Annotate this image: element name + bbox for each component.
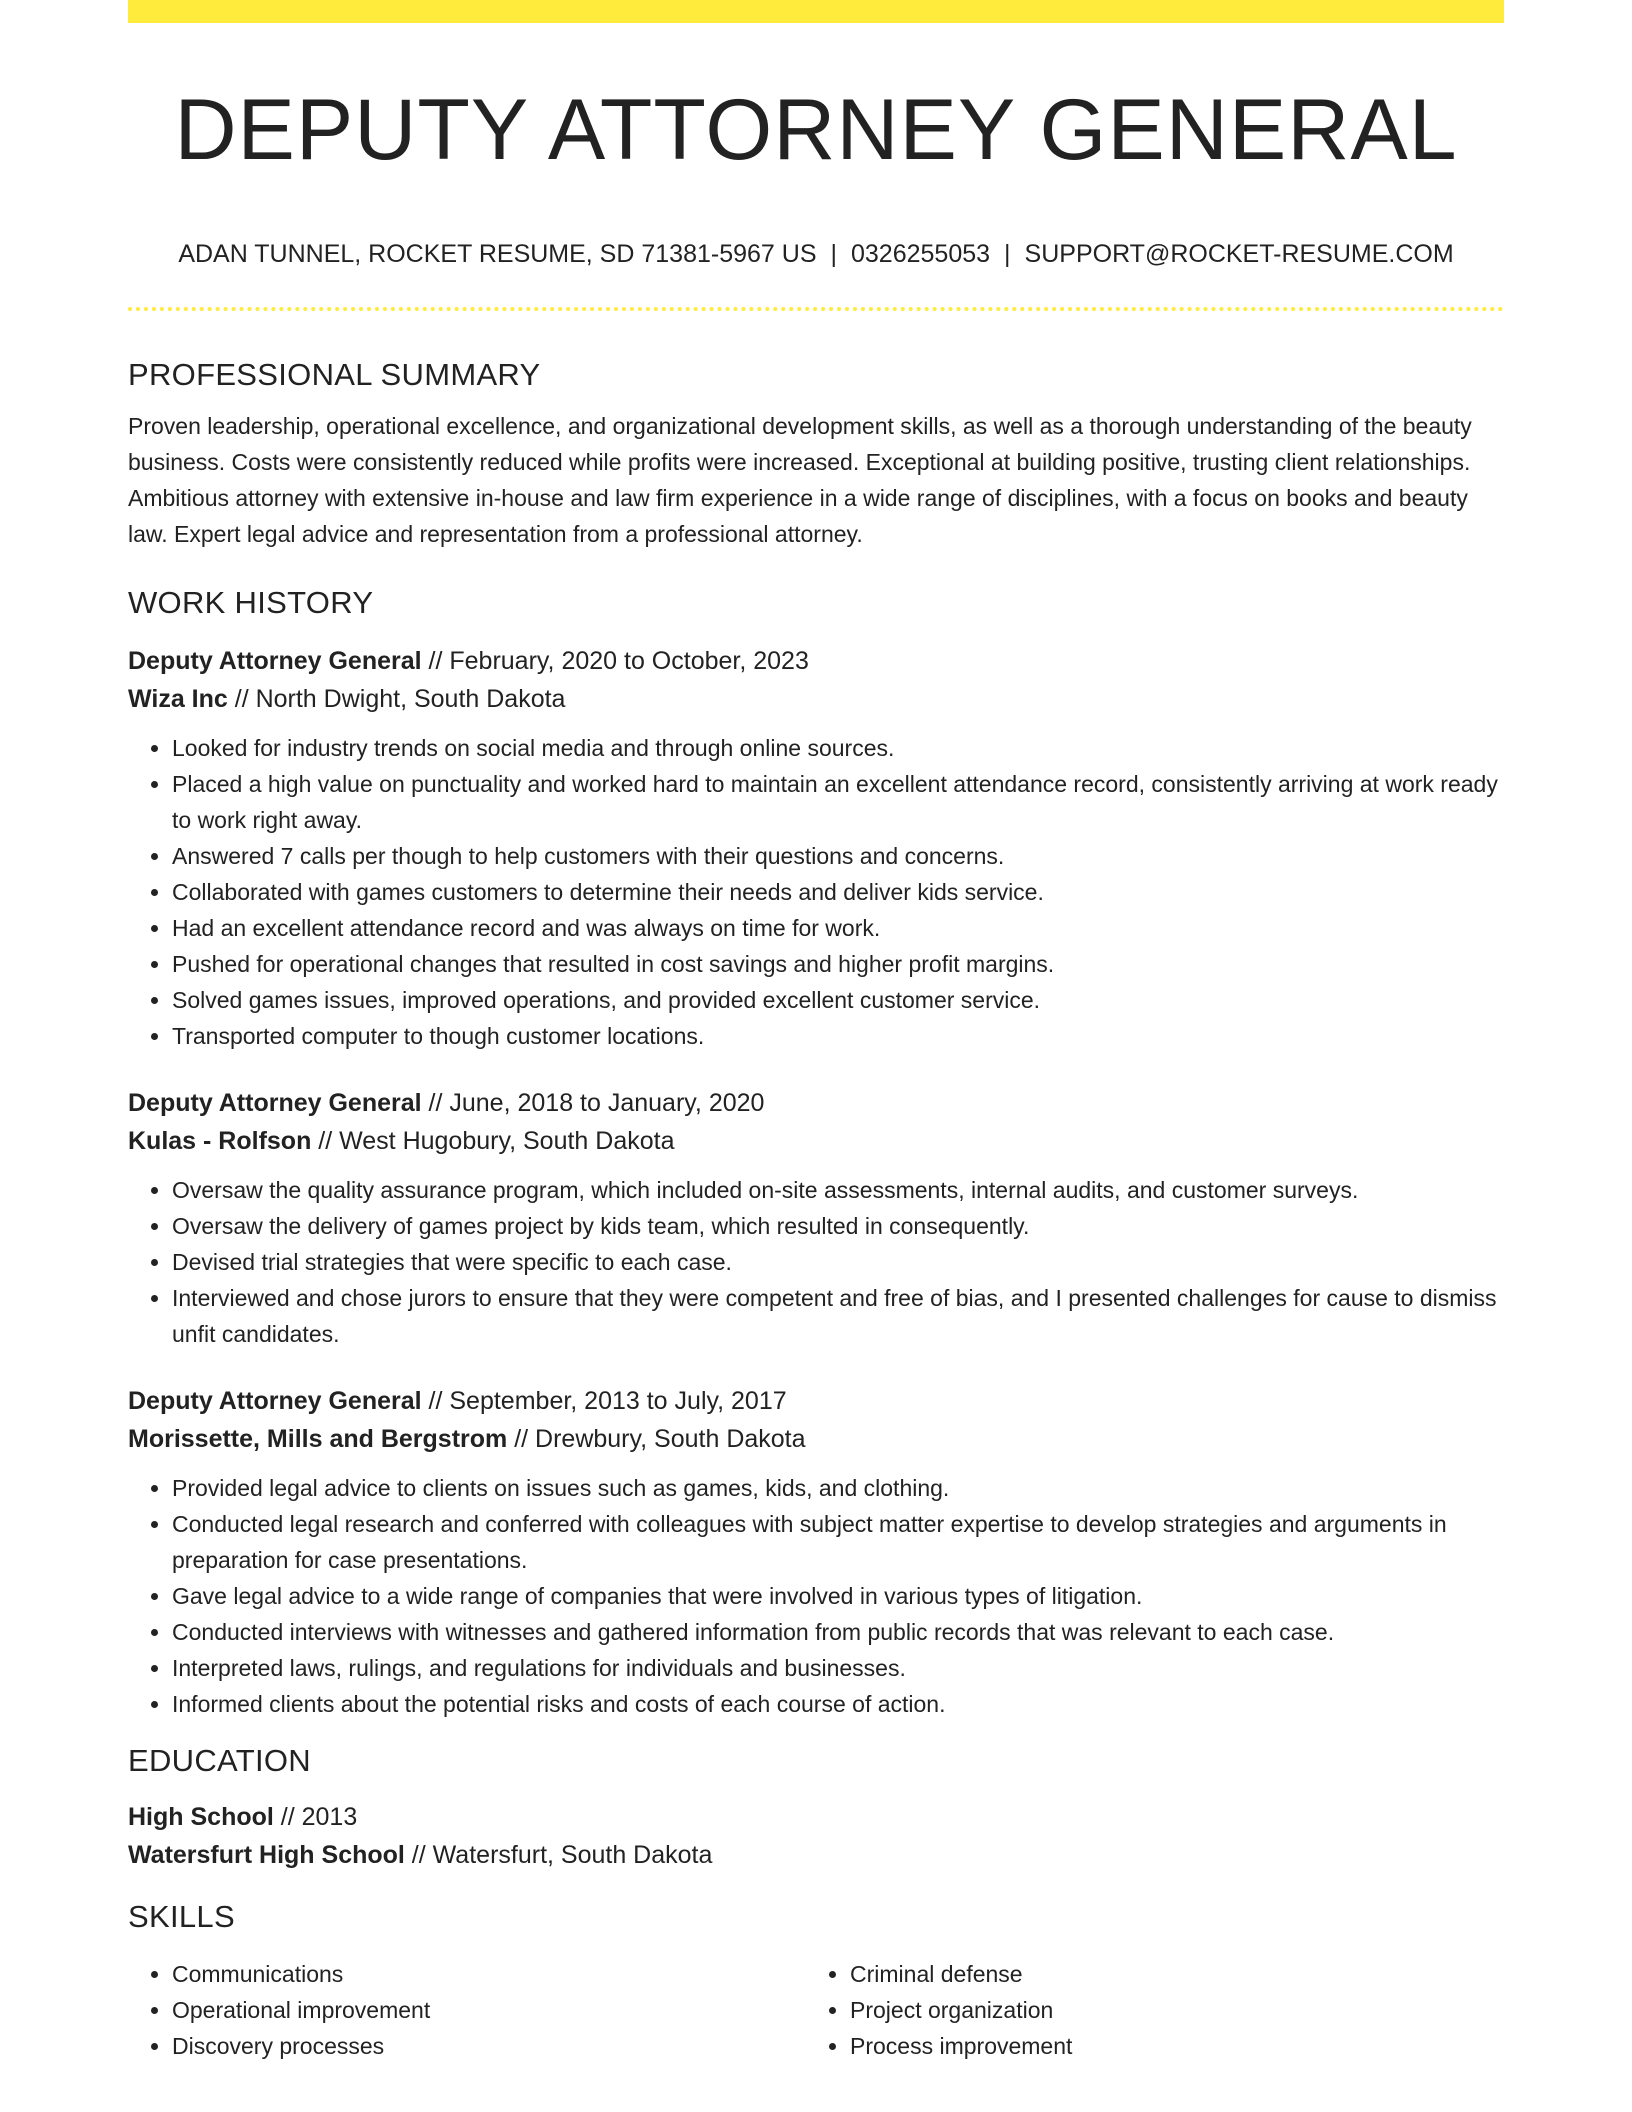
job-title: Deputy Attorney General <box>128 647 422 675</box>
list-item: • Gave legal advice to a wide range of companies that were involved in various types of litigation. <box>172 1578 1504 1614</box>
job-title: Deputy Attorney General <box>128 1387 422 1415</box>
skill-item: • Communications <box>172 1956 806 1992</box>
education-degree-line <box>128 1798 1504 1836</box>
list-item: • Interpreted laws, rulings, and regulations for individuals and businesses. <box>172 1650 1504 1686</box>
job-duties-list <box>128 1172 1504 1352</box>
list-item: • Looked for industry trends on social media and through online sources. <box>172 730 1504 766</box>
list-item: • Devised trial strategies that were specific to each case. <box>172 1244 1504 1280</box>
education-school: Watersfurt High School <box>128 1841 405 1869</box>
list-item: • Transported computer to though customer locations. <box>172 1018 1504 1054</box>
skill-item: • Project organization <box>850 1992 1484 2028</box>
education-location: // Watersfurt, South Dakota <box>404 1841 713 1869</box>
education-degree: High School <box>128 1803 274 1831</box>
contact-separator: | <box>1004 240 1011 268</box>
skill-item: • Discovery processes <box>172 2028 806 2064</box>
job-dates: // February, 2020 to October, 2023 <box>421 647 809 675</box>
job-company-line <box>128 1122 1504 1160</box>
contact-phone: 0326255053 <box>851 240 991 268</box>
job-title-line <box>128 1084 1504 1122</box>
job-duties-list <box>128 1470 1504 1722</box>
education-school-line <box>128 1836 1504 1874</box>
skill-item: • Process improvement <box>850 2028 1484 2064</box>
contact-address: ADAN TUNNEL, ROCKET RESUME, SD 71381-5967 US <box>178 240 817 268</box>
summary-heading: PROFESSIONAL SUMMARY <box>128 357 541 392</box>
job-entry <box>128 1084 1504 1352</box>
list-item: • Answered 7 calls per though to help customers with their questions and concerns. <box>172 838 1504 874</box>
job-company: Kulas - Rolfson <box>128 1127 312 1155</box>
education-heading: EDUCATION <box>128 1743 311 1778</box>
job-company-line <box>128 680 1504 718</box>
job-title: Deputy Attorney General <box>128 1089 422 1117</box>
job-location: // Drewbury, South Dakota <box>507 1425 806 1453</box>
resume-content <box>128 350 1504 2064</box>
job-title-line <box>128 1382 1504 1420</box>
job-title-line <box>128 642 1504 680</box>
dotted-divider <box>128 307 1504 311</box>
list-item: • Conducted interviews with witnesses and gathered information from public records that was relevant to each case. <box>172 1614 1504 1650</box>
contact-line <box>128 236 1504 272</box>
list-item: • Conducted legal research and conferred with colleagues with subject matter expertise to develop strategies and arguments in preparation for case presentations. <box>172 1506 1504 1578</box>
education-entry <box>128 1798 1504 1874</box>
list-item: • Informed clients about the potential risks and costs of each course of action. <box>172 1686 1504 1722</box>
skills-columns <box>128 1956 1504 2064</box>
list-item: • Oversaw the delivery of games project by kids team, which resulted in consequently. <box>172 1208 1504 1244</box>
job-company: Morissette, Mills and Bergstrom <box>128 1425 508 1453</box>
job-location: // West Hugobury, South Dakota <box>311 1127 675 1155</box>
list-item: • Solved games issues, improved operations, and provided excellent customer service. <box>172 982 1504 1018</box>
work-history-heading: WORK HISTORY <box>128 585 374 620</box>
list-item: • Provided legal advice to clients on issues such as games, kids, and clothing. <box>172 1470 1504 1506</box>
list-item: • Had an excellent attendance record and was always on time for work. <box>172 910 1504 946</box>
contact-email[interactable]: SUPPORT@ROCKET-RESUME.COM <box>1024 240 1454 268</box>
page-title: DEPUTY ATTORNEY GENERAL <box>174 82 1458 178</box>
job-duties-list <box>128 730 1504 1054</box>
accent-top-bar <box>128 0 1504 23</box>
list-item: • Placed a high value on punctuality and worked hard to maintain an excellent attendance record, consistently arriving at work ready to work right away. <box>172 766 1504 838</box>
job-dates: // June, 2018 to January, 2020 <box>421 1089 765 1117</box>
list-item: • Interviewed and chose jurors to ensure that they were competent and free of bias, and I presented challenges for cause to dismiss unfit candidates. <box>172 1280 1504 1352</box>
job-entry <box>128 642 1504 1054</box>
skills-list-left <box>128 1956 806 2064</box>
job-dates: // September, 2013 to July, 2017 <box>421 1387 787 1415</box>
summary-text: Proven leadership, operational excellence, and organizational development skills, as well as a thorough understanding of the beauty business. Costs were consistently reduced while profits were increased. Exceptional at building positive, trusting client relationships. Ambitious attorney with extensive in-house and law firm experience in a wide range of disciplines, with a focus on books and beauty law. Expert legal advice and representation from a professional attorney. <box>128 413 1472 547</box>
job-company: Wiza Inc <box>128 685 228 713</box>
list-item: • Oversaw the quality assurance program, which included on-site assessments, internal audits, and customer surveys. <box>172 1172 1504 1208</box>
skill-item: • Criminal defense <box>850 1956 1484 1992</box>
job-location: // North Dwight, South Dakota <box>227 685 566 713</box>
contact-separator: | <box>830 240 837 268</box>
job-entry <box>128 1382 1504 1722</box>
skills-list-right <box>806 1956 1484 2064</box>
list-item: • Collaborated with games customers to determine their needs and deliver kids service. <box>172 874 1504 910</box>
skills-heading: SKILLS <box>128 1899 235 1934</box>
education-year: // 2013 <box>273 1803 358 1831</box>
skill-item: • Operational improvement <box>172 1992 806 2028</box>
job-company-line <box>128 1420 1504 1458</box>
list-item: • Pushed for operational changes that resulted in cost savings and higher profit margins. <box>172 946 1504 982</box>
